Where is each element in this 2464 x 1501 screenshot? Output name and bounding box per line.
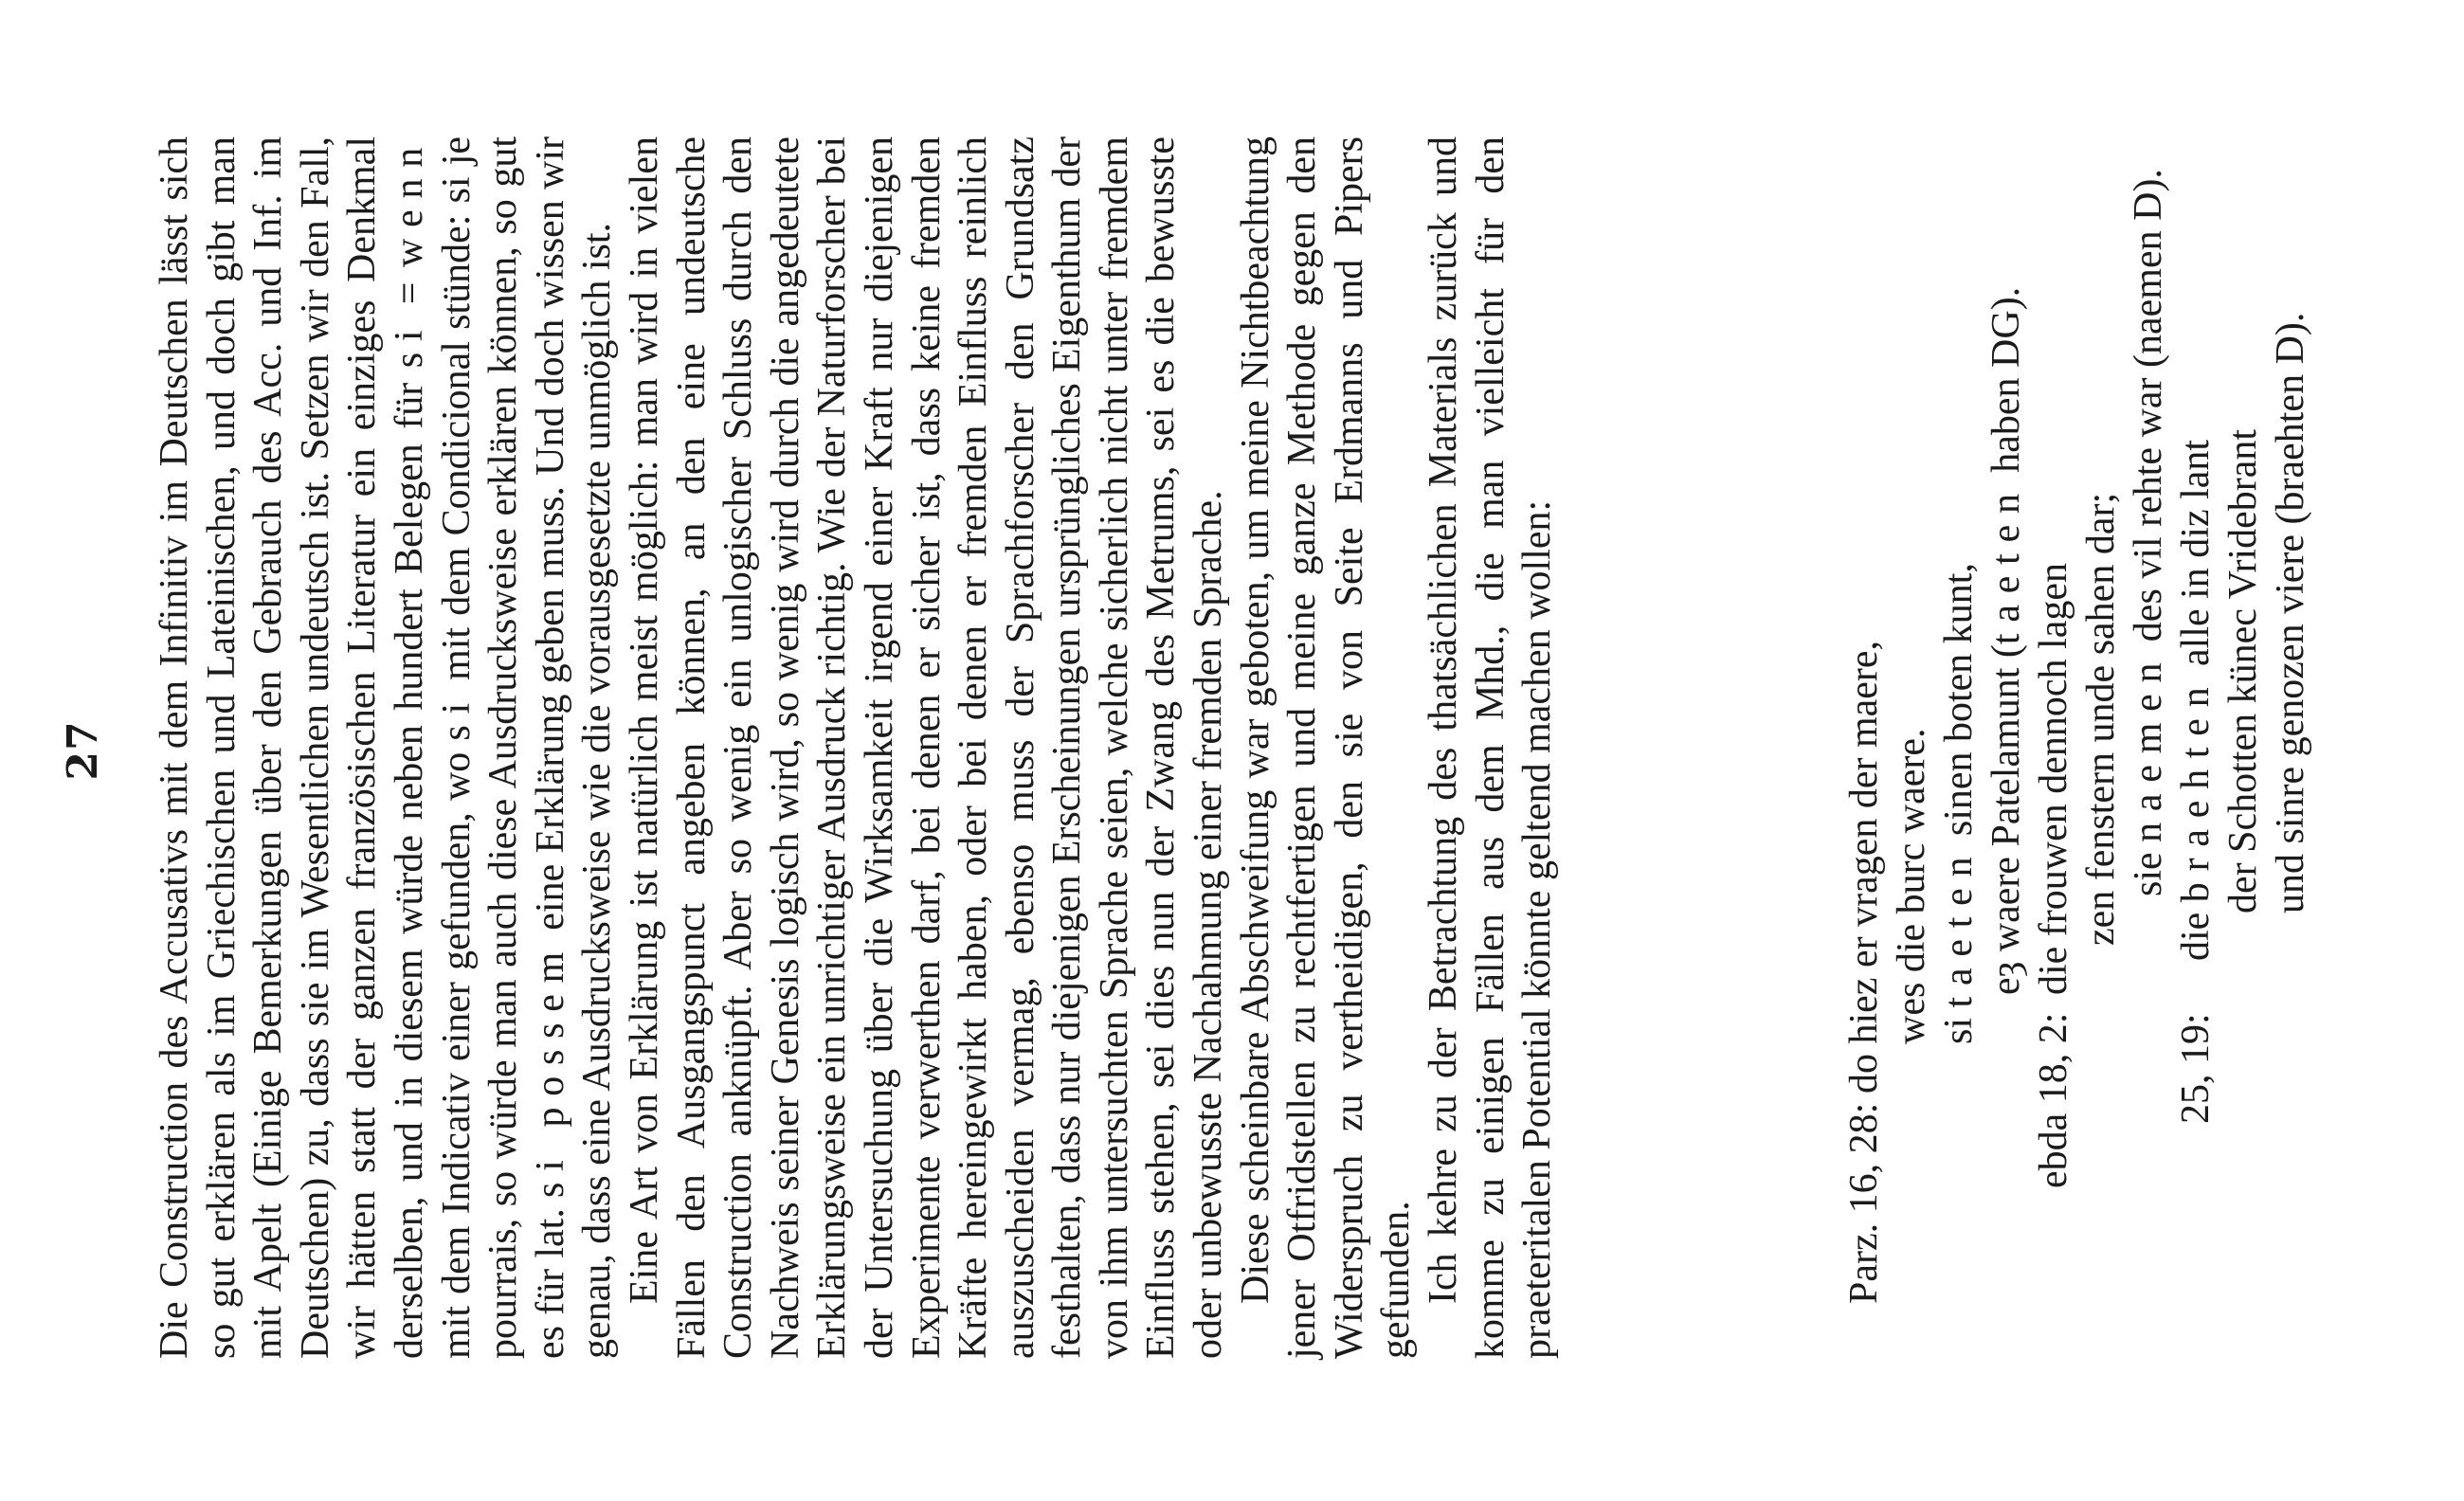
quote-verse	[2125, 169, 2172, 896]
spaced-emphasis: naemen	[2127, 651, 2170, 842]
paragraph	[1233, 136, 1421, 1359]
quote-line	[2172, 136, 2219, 1359]
quote-line	[2219, 136, 2267, 1359]
quote-reference: 25, 19:	[2174, 1013, 2218, 1124]
spaced-emphasis: si	[387, 318, 431, 369]
text-run: sie	[2127, 841, 2170, 896]
quote-reference: Parz. 16, 28:	[1842, 1102, 1886, 1304]
text-run: des vil rehte war (naemen D).	[2127, 169, 2170, 652]
quote-line	[1935, 136, 1983, 1359]
quote-verse	[2030, 563, 2077, 995]
quote-line	[2125, 136, 2172, 1359]
text-run: mit dem Condicional stünde: si je pourrais, so würde man auch diese Ausdrucksweise erklären können, so gut es für lat.	[434, 136, 572, 1359]
quote-verse	[2219, 429, 2267, 913]
text-run: alle in diz lant	[2174, 439, 2218, 677]
quote-line	[2267, 136, 2314, 1359]
text-run: =	[387, 267, 431, 319]
text-run: sinen boten kunt,	[1937, 563, 1981, 846]
text-run: eȝ waere Patelamunt (	[1984, 644, 2028, 995]
quote-verse	[1840, 641, 1888, 1094]
paragraph	[622, 136, 1233, 1359]
spaced-emphasis: braehten	[2174, 676, 2218, 903]
text-run: eine Erklärung geben muss. Und doch wissen wir genau, dass eine Ausdrucksweise wie die vorausgesetzte unmöglich ist.	[528, 136, 620, 1359]
spaced-emphasis: si	[434, 692, 479, 741]
quote-line	[1983, 136, 2030, 1359]
quote-reference: ebda 18, 2:	[2032, 1012, 2075, 1188]
spaced-emphasis: wenn	[387, 136, 431, 268]
spaced-emphasis: taeten	[1937, 845, 1981, 1008]
paragraph	[152, 136, 622, 1359]
quote-verse	[2172, 440, 2219, 961]
text-run: mit dem Indicativ einer gefunden, wo	[434, 740, 479, 1359]
text-run: Ich kehre zu der Betrachtung des thatsächlichen Materials zurück und komme zu einigen Fällen aus dem Mhd., die man vielleicht für den praeteritalen Potential könnte geltend machen wollen:	[1422, 136, 1560, 1359]
quote-line	[1888, 136, 1935, 1359]
text-run: und sinre genozen viere (braehten D).	[2269, 312, 2312, 913]
spaced-emphasis: taeten	[1984, 482, 2028, 645]
quote-verse	[1983, 287, 2030, 995]
quote-verse	[2267, 313, 2314, 913]
quote-line	[2030, 136, 2077, 1359]
text-run: zen fenstern unde sahen dar;	[2079, 492, 2123, 946]
text-run: haben DG).	[1984, 286, 2028, 483]
text-run: Eine Art von Erklärung ist natürlich meist möglich: man wird in vielen Fällen den Ausgangspunct angeben können, an den eine undeutsche Construction anknüpft. Aber so wenig ein unlogischer Schluss durch den Nachweis seiner Genesis logisch wird, so wenig wird durch die angedeutete Erklärungsweise ein unrichtiger Ausdruck richtig. Wie der Naturforscher bei der Untersuchung über die Wirksamkeit irgend einer Kraft nur diejenigen Experimente verwerthen darf, bei denen er sicher ist, dass keine fremden Kräfte hereingewirkt haben, oder bei denen er fremden Einfluss reinlich auszuscheiden vermag, ebenso muss der Sprachforscher den Grundsatz festhalten, dass nur diejenigen Erscheinungen ursprüngliches Eigenthum der von ihm untersuchten Sprache seien, welche sicherlich nicht unter fremdem Einfluss stehen, sei dies nun der Zwang des Metrums, sei es die bewusste oder unbewusste Nachahmung einer fremden Sprache.	[622, 136, 1231, 1359]
quote-line	[1840, 136, 1888, 1359]
quote-verse	[2077, 493, 2125, 946]
paragraph	[1421, 136, 1562, 1359]
quote-verse	[1935, 563, 1983, 1044]
spaced-emphasis: si possem	[528, 940, 572, 1198]
text-run: si	[1937, 1007, 1981, 1044]
page-number: 27	[59, 720, 107, 781]
quote-verse	[1888, 729, 1935, 1045]
text-run: die	[2174, 902, 2218, 961]
body-text	[152, 136, 1562, 1359]
text-run: wes die burc waere.	[1890, 728, 1933, 1044]
quotation-block	[1840, 136, 2314, 1359]
text-run: do hiez er vragen der maere,	[1842, 640, 1886, 1094]
quote-line	[2077, 136, 2125, 1359]
text-run: der Schotten künec Vridebrant	[2221, 428, 2265, 913]
text-run: Die Construction des Accusativs mit dem Infinitiv im Deutschen lässt sich so gut erklären als im Griechischen und Lateinischen, und doch gibt man mit Apelt (Einige Bemerkungen über den Gebrauch des Acc. und Inf. im Deutschen) zu, dass sie im Wesentlichen undeutsch ist. Setzen wir den Fall, wir hätten statt der ganzen französischen Literatur ein einziges Denkmal derselben, und in diesem würde neben hundert Belegen für	[153, 136, 431, 1359]
text-run: Diese scheinbare Abschweifung war geboten, um meine Nichtbeachtung jener Otfridstellen zu rechtfertigen und meine ganze Methode gegen den Widerspruch zu vertheidigen, den sie von Seite Erdmanns und Pipers gefunden.	[1233, 136, 1419, 1359]
text-run: die frouwen dennoch lagen	[2032, 563, 2075, 995]
